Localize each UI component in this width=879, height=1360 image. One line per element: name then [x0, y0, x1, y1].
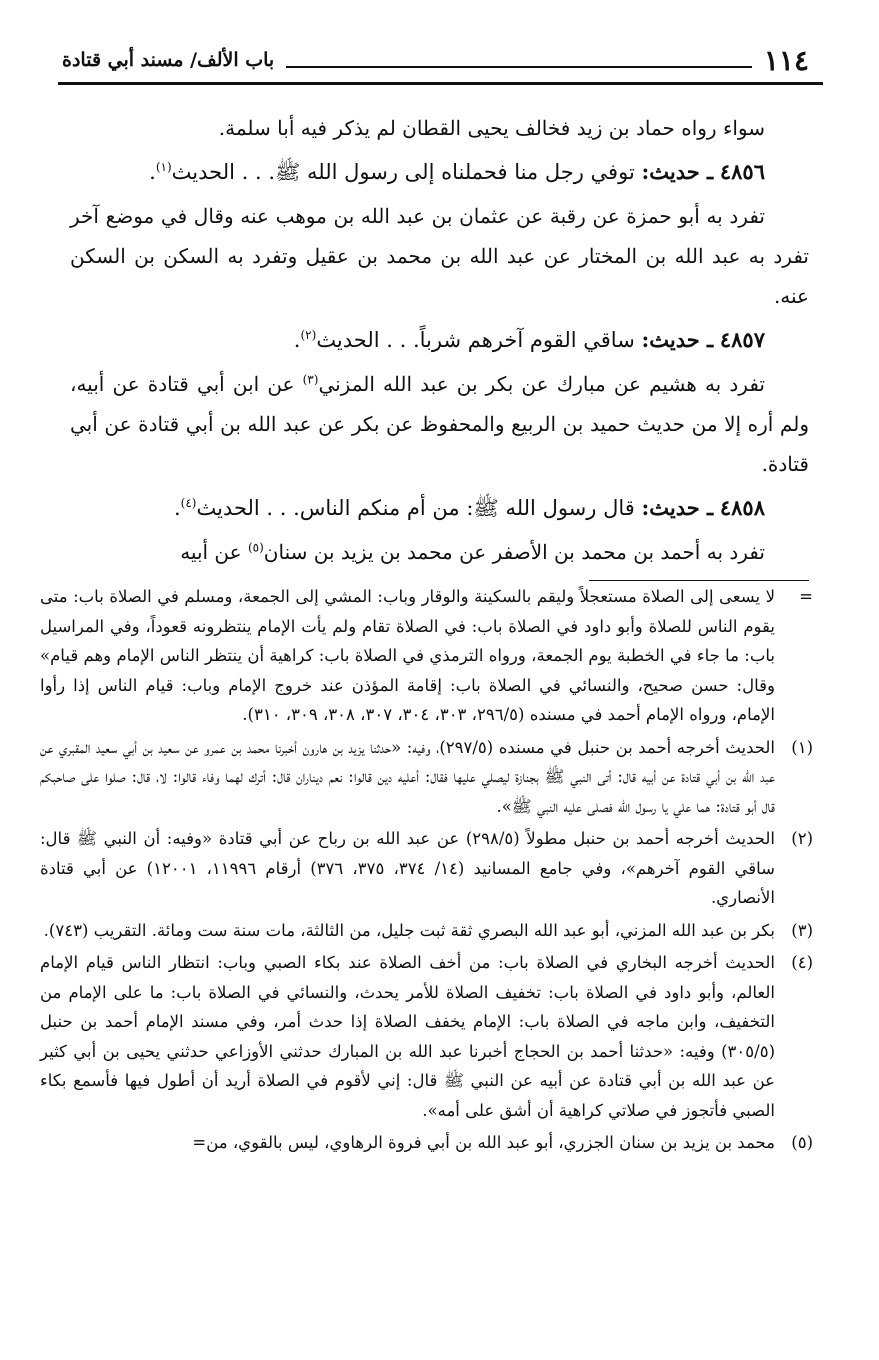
hadith-number: ٤٨٥٦	[719, 159, 765, 184]
hadith-4857: ٤٨٥٧ ـ حديث: ساقي القوم آخرهم شرباً. . . الحديث$^{(٢)}$.	[293, 327, 765, 352]
main-text	[70, 108, 809, 576]
hadith-4858: ٤٨٥٨ ـ حديث: قال رسول الله ﷺ: من أم منكم الناس. . . الحديث$^{(٤)}$.	[173, 495, 765, 520]
footnote-label: (٤)	[791, 953, 813, 972]
hadith-note: تفرد به أحمد بن محمد بن الأصفر عن محمد بن يزيد بن سنان$^{(٥)}$ عن أبيه	[180, 540, 765, 564]
hadith-keyword: حديث:	[641, 495, 700, 520]
hadith-text: قال رسول الله ﷺ: من أم منكم الناس. . . الحديث	[196, 496, 635, 520]
footnote-text: لا يسعى إلى الصلاة مستعجلاً وليقم بالسكينة والوقار وباب: المشي إلى الجمعة، ومسلم في الصلاة باب: متى يقوم الناس للصلاة وأبو داود في الصلاة باب: في الصلاة تقام ولم يأت الإمام ينتظرونه قعوداً، وفي المراسيل باب: ما جاء في الخطبة يوم الجمعة، ورواه الترمذي في الصلاة باب: كراهية أن ينتظر الناس الإمام وهم قيام» وقال: حسن صحيح، والنسائي في الصلاة باب: إقامة المؤذن عند خروج الإمام وباب: قيام الناس إذا رأوا الإمام، ورواه الإمام أحمد في مسنده (٢٩٦/٥، ٣٠٣، ٣٠٤، ٣٠٧، ٣٠٨، ٣٠٩، ٣١٠).	[40, 587, 775, 724]
footnote-ref: (٥)	[247, 540, 264, 555]
footnote-ref: (٢)	[300, 328, 317, 342]
footnote-1	[40, 733, 813, 822]
hadith-number: ٤٨٥٨	[719, 495, 765, 520]
footnote-2	[40, 824, 813, 913]
hadith-keyword: حديث:	[641, 159, 700, 184]
footnote-ref: (١)	[155, 160, 172, 174]
footnote-text: الحديث أخرجه أحمد بن حنبل في مسنده (٢٩٧/٥)، وفيه: «حدثنا يزيد بن هارون أخبرنا محمد بن عمرو عن سعيد بن أبي سعيد المقبري عن عبد الله بن أبي قتادة عن أبيه قال: أتى النبي ﷺ بجنازة ليصلي عليها فقال: أعليه دين قالوا: نعم ديناران قال: أترك لهما وفاء قالوا: لا، قال: صلوا على صاحبكم قال أبو قتادة: هما علي يا رسول الله فصلى عليه النبي ﷺ».	[40, 737, 776, 816]
hadith-number: ٤٨٥٧	[719, 327, 765, 352]
footnotes	[40, 582, 813, 1161]
footnote-text: الحديث أخرجه البخاري في الصلاة باب: من أخف الصلاة عند بكاء الصبي وباب: انتظار الناس قيام الإمام العالم، وأبو داود في الصلاة باب: تخفيف الصلاة للأمر يحدث، والنسائي في الصلاة باب: ما على الإمام من التخفيف، وابن ماجه في الصلاة باب: الإمام يخفف الصلاة إذا حدث أمر، وفي مسند الإمام أحمد بن حنبل (٣٠٥/٥) وفيه: «حدثنا أحمد بن الحجاج أخبرنا عبد الله بن المبارك حدثني الأوزاعي حدثني يحيى بن أبي كثير عن عبد الله بن أبي قتادة عن أبيه عن النبي ﷺ قال: إني لأقوم في الصلاة أريد أن أطول فيها فأسمع بكاء الصبي فأتجوز في صلاتي كراهية أن أشق على أمه».	[40, 953, 775, 1120]
footnote-label: =	[799, 587, 813, 606]
footnote-ref: (٤)	[180, 496, 197, 510]
footnote-ref: (٣)	[302, 372, 319, 387]
footnote-label: (١)	[791, 737, 813, 757]
footnote-label: (٢)	[791, 829, 813, 848]
hadith-note: تفرد به هشيم عن مبارك عن بكر بن عبد الله المزني$^{(٣)}$ عن ابن أبي قتادة عن أبيه، ولم أره إلا من حديث حميد بن الربيع والمحفوظ عن بكر عن عبد الله بن أبي قتادة عن أبي قتادة.	[70, 372, 809, 476]
header-rule	[286, 52, 752, 68]
footnote-3	[40, 916, 813, 946]
page-header	[62, 40, 809, 80]
page-number: ١١٤	[763, 43, 809, 77]
hadith-4856: ٤٨٥٦ ـ حديث: توفي رجل منا فحملناه إلى رسول الله ﷺ. . . الحديث$^{(١)}$.	[149, 159, 765, 184]
footnote-text: الحديث أخرجه أحمد بن حنبل مطولاً (٢٩٨/٥) عن عبد الله بن رباح عن أبي قتادة «وفيه: أن النبي ﷺ قال: ساقي القوم آخرهم»، وفي جامع المسانيد (١٤/ ٣٧٤، ٣٧٥، ٣٧٦) أرقام ١١٩٩٦، ١٢٠٠١) عن أبي قتادة الأنصاري.	[40, 829, 775, 907]
footnote-text: بكر بن عبد الله المزني، أبو عبد الله البصري ثقة ثبت جليل، من الثالثة، مات سنة ست ومائة. التقريب (٧٤٣).	[43, 920, 775, 940]
footnote-5	[40, 1128, 813, 1158]
footnote-text: محمد بن يزيد بن سنان الجزري، أبو عبد الله بن أبي فروة الرهاوي، ليس بالقوي، من=	[192, 1133, 775, 1152]
footnote-label: (٥)	[791, 1133, 813, 1152]
hadith-text: ساقي القوم آخرهم شرباً. . . الحديث	[316, 328, 635, 352]
hadith-note: تفرد به أبو حمزة عن رقبة عن عثمان بن عبد الله بن موهب عنه وقال في موضع آخر تفرد به عبد الله بن المختار عن عبد الله بن محمد بن عقيل وتفرد به السكن بن السكن عنه.	[70, 204, 809, 308]
header-divider	[58, 82, 823, 85]
footnote-label: (٣)	[791, 920, 813, 940]
hadith-text: توفي رجل منا فحملناه إلى رسول الله ﷺ. . . الحديث	[171, 160, 635, 184]
footnote-separator	[589, 580, 809, 581]
footnote-continued	[40, 582, 813, 730]
hadith-keyword: حديث:	[641, 327, 700, 352]
running-title: باب الألف/ مسند أبي قتادة	[62, 49, 275, 71]
intro-paragraph: سواء رواه حماد بن زيد فخالف يحيى القطان لم يذكر فيه أبا سلمة.	[218, 116, 765, 140]
footnote-4	[40, 948, 813, 1125]
